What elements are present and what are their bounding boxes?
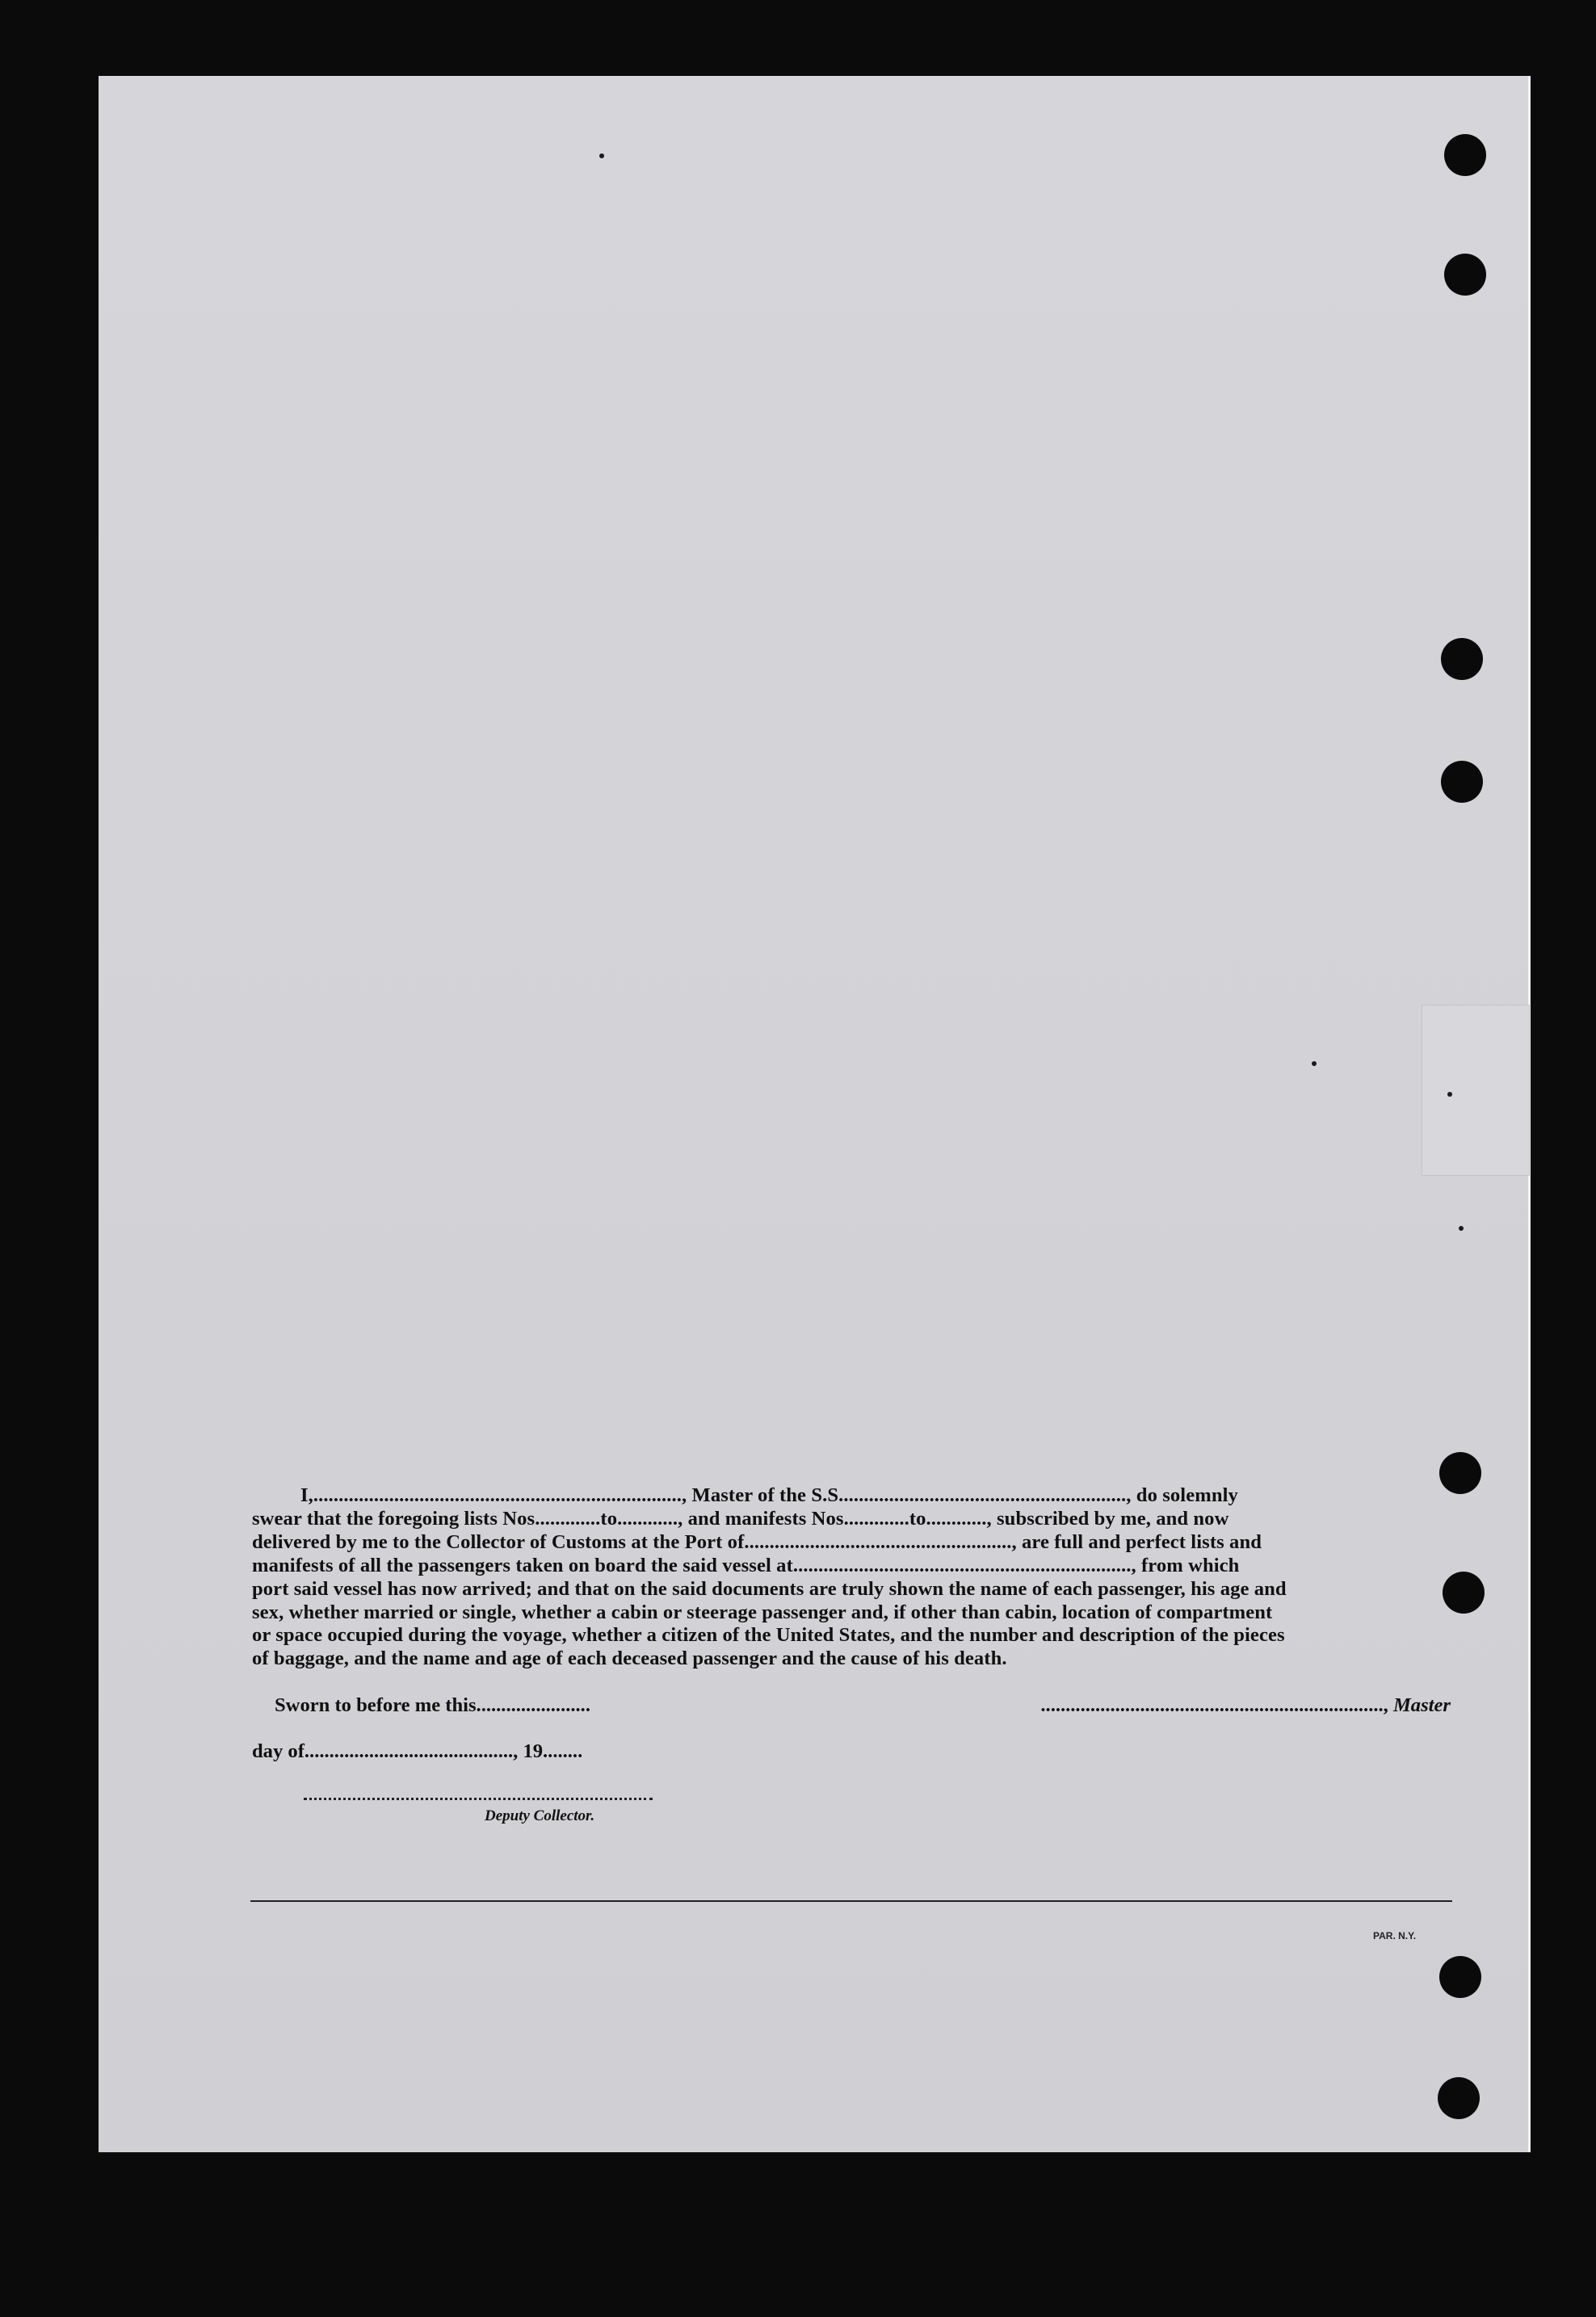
speck-mark (599, 153, 604, 158)
master-dots: ....................................................................., (1040, 1694, 1388, 1716)
oath-line: sex, whether married or single, whether a cabin or steerage passenger and, if other than cabin, location of compartment (252, 1601, 1273, 1623)
punch-hole (1441, 638, 1483, 680)
day-field: day of.........................................., 19........ (252, 1740, 583, 1762)
speck-mark (1312, 1061, 1317, 1066)
document-page (99, 76, 1531, 2152)
punch-hole (1441, 761, 1483, 803)
speck-mark (1459, 1226, 1464, 1231)
oath-line: manifests of all the passengers taken on board the said vessel at..................................................................., from which (252, 1554, 1240, 1576)
printer-mark: PAR. N.Y. (1373, 1930, 1417, 1941)
oath-line-text: I,........................................................................., Master of the S.S........................................................., do solemnly (300, 1484, 1238, 1506)
punch-hole (1439, 1956, 1481, 1998)
punch-hole (1438, 2077, 1480, 2119)
sworn-text: Sworn to before me this....................... (275, 1694, 590, 1716)
punch-hole (1444, 134, 1486, 176)
speck-mark (1447, 1092, 1452, 1097)
faint-stamp-box (1422, 1005, 1530, 1176)
deputy-collector-label: Deputy Collector. (485, 1807, 595, 1824)
oath-line: or space occupied during the voyage, whether a citizen of the United States, and the number and description of the pieces (252, 1624, 1285, 1647)
horizontal-rule (250, 1900, 1452, 1902)
deputy-signature-line (304, 1798, 653, 1800)
oath-line: of baggage, and the name and age of each deceased passenger and the cause of his death. (252, 1648, 1007, 1670)
oath-line (252, 1484, 1451, 1508)
master-signature-field (1040, 1694, 1451, 1717)
oath-line: swear that the foregoing lists Nos.............to............, and manifests Nos.............to............, subscribed by me, and now (252, 1507, 1229, 1530)
punch-hole (1444, 254, 1486, 296)
oath-line: delivered by me to the Collector of Customs at the Port of....................................................., are full and perfect lists and (252, 1530, 1262, 1553)
oath-line: port said vessel has now arrived; and that on the said documents are truly shown the name of each passenger, his age and (252, 1577, 1287, 1600)
oath-paragraph (252, 1484, 1451, 1671)
master-label: Master (1392, 1694, 1451, 1716)
